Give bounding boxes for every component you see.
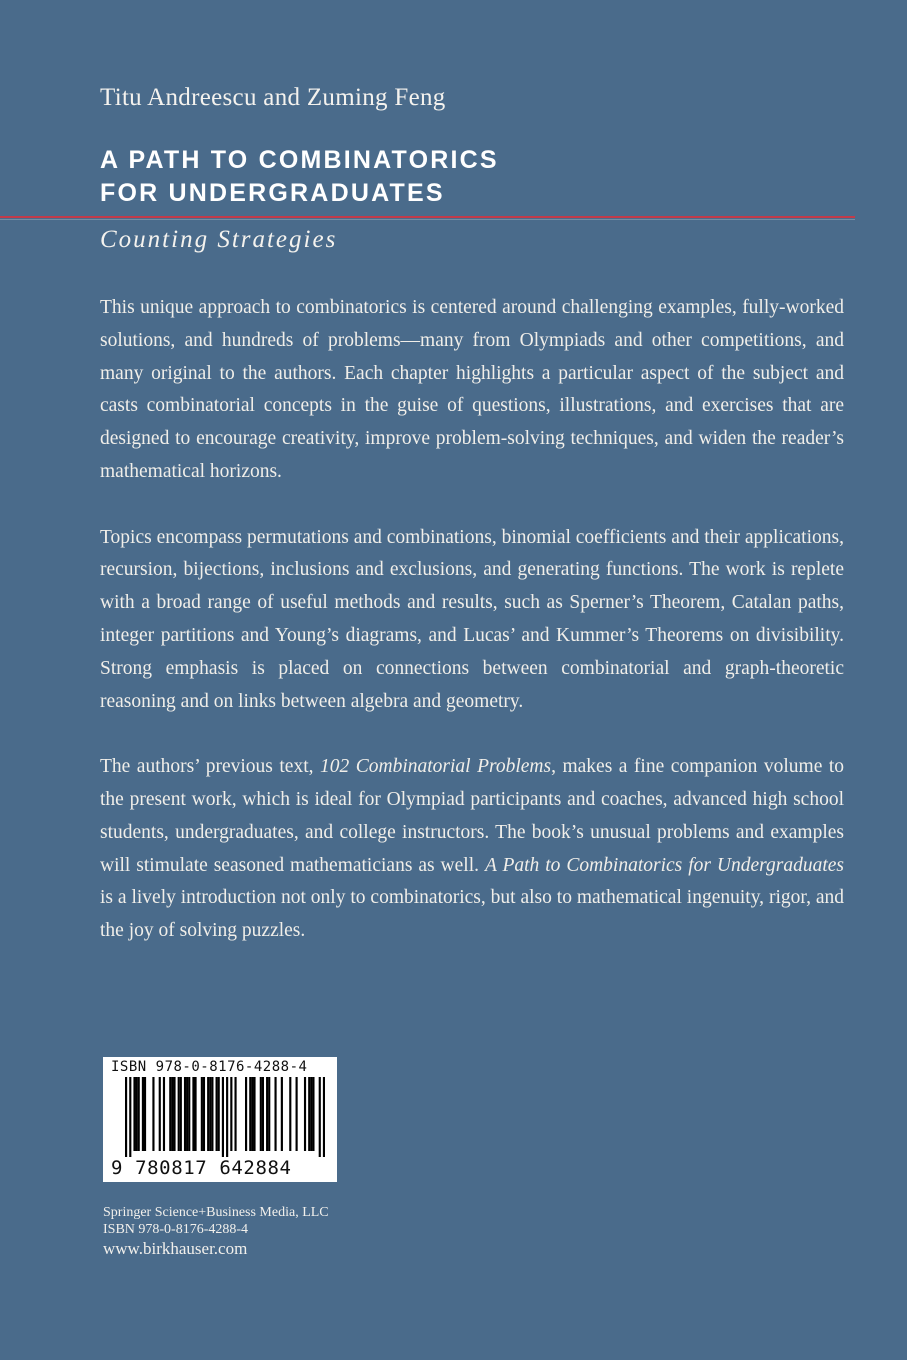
barcode-bar (266, 1077, 268, 1151)
barcode-bar (308, 1077, 310, 1151)
barcode-bar (234, 1077, 236, 1151)
barcode-bar (310, 1077, 312, 1151)
description-paragraph-3 (100, 751, 844, 948)
barcode-bar (216, 1077, 218, 1151)
barcode-bar (201, 1077, 203, 1151)
description (100, 292, 844, 981)
barcode-bar (186, 1077, 188, 1151)
barcode-bar (169, 1077, 171, 1151)
barcode-bar (260, 1077, 262, 1151)
barcode-bar (142, 1077, 144, 1151)
publisher-info (103, 1204, 329, 1238)
barcode-bar (296, 1077, 298, 1151)
paragraph-3-text-1: The authors’ previous text, (100, 756, 320, 778)
publisher-name: Springer Science+Business Media, LLC (103, 1205, 329, 1220)
barcode-bar (249, 1077, 251, 1151)
authors: Titu Andreescu and Zuming Feng (100, 84, 446, 111)
barcode-bar (138, 1077, 140, 1151)
barcode-bar (312, 1077, 314, 1151)
publisher-isbn: ISBN 978-0-8176-4288-4 (103, 1222, 249, 1237)
barcode-bar (163, 1077, 165, 1151)
barcode-bar (262, 1077, 264, 1151)
barcode-bar (173, 1077, 175, 1151)
barcode-bar (289, 1077, 291, 1151)
barcode-digits: 9 780817 642884 (111, 1157, 292, 1179)
barcode-bar (180, 1077, 182, 1151)
barcode-bar (194, 1077, 196, 1151)
book-title (100, 144, 499, 210)
barcode-bar (178, 1077, 180, 1151)
barcode-bar (136, 1077, 138, 1151)
barcode-bar (133, 1077, 135, 1151)
book-title-line-2: FOR UNDERGRADUATES (100, 179, 445, 207)
barcode-bar (188, 1077, 190, 1151)
barcode-bar (211, 1077, 213, 1151)
barcode-isbn-label: ISBN 978-0-8176-4288-4 (111, 1059, 308, 1075)
barcode-bar (222, 1077, 224, 1157)
barcode-bar (125, 1077, 127, 1157)
barcode-bar (323, 1077, 325, 1157)
barcode-bar (253, 1077, 255, 1151)
barcode-bar (184, 1077, 186, 1151)
barcode-bar (207, 1077, 209, 1151)
barcode-bar (192, 1077, 194, 1151)
book-title-reference: A Path to Combinatorics for Undergraduates (484, 854, 844, 876)
barcode-bar (251, 1077, 253, 1151)
book-title-line-1: A PATH TO COMBINATORICS (100, 146, 499, 174)
title-rule-red (0, 216, 855, 218)
barcode-bar (152, 1077, 154, 1151)
barcode-bar (129, 1077, 131, 1157)
barcode-bar (144, 1077, 146, 1151)
publisher-website: www.birkhauser.com (103, 1239, 248, 1258)
description-paragraph-1: This unique approach to combinatorics is centered around challenging examples, fully-worked solutions, and hundreds of problems—many from Olympiads and other competitions, and many original to the authors. Each chapter highlights a particular aspect of the subject and casts combinatorial concepts in the guise of questions, illustrations, and exercises that are designed to encourage creativity, improve problem-solving techniques, and widen the reader’s mathematical horizons. (100, 297, 844, 482)
barcode-bar (226, 1077, 228, 1157)
barcode-bar (304, 1077, 306, 1151)
title-rule-gray (0, 219, 855, 220)
barcode-bar (218, 1077, 220, 1151)
barcode-bar (274, 1077, 276, 1151)
barcode-bar (245, 1077, 247, 1151)
barcode-bar (230, 1077, 232, 1151)
barcode-bar (268, 1077, 270, 1151)
paragraph-3-text-2: , makes a fine companion volume to the present work, which is ideal for Olympiad participants and coaches, advanced high school students, undergraduates, and college instructors. The book’s unusual problems and examples will stimulate seasoned mathematicians as well. (100, 756, 845, 876)
description-paragraph-2: Topics encompass permutations and combinations, binomial coefficients and their applications, recursion, bijections, inclusions and exclusions, and generating functions. The work is replete with a broad range of useful methods and results, such as Sperner’s Theorem, Catalan paths, integer partitions and Young’s diagrams, and Lucas’ and Kummer’s Theorems on divisibility. Strong emphasis is placed on connections between combinatorial and graph-theoretic reasoning and on links between algebra and geometry. (100, 526, 844, 712)
barcode-bar (203, 1077, 205, 1151)
book-subtitle: Counting Strategies (100, 226, 338, 253)
barcode-bar (209, 1077, 211, 1151)
companion-book-title: 102 Combinatorial Problems (320, 756, 552, 778)
paragraph-3-text-3: is a lively introduction not only to combinatorics, but also to mathematical ingenuity, rigor, and the joy of solving puzzles. (100, 887, 844, 942)
isbn-barcode (103, 1057, 337, 1182)
barcode-bars (125, 1077, 325, 1157)
barcode-bar (171, 1077, 173, 1151)
barcode-bar (319, 1077, 321, 1157)
barcode-bar (281, 1077, 283, 1151)
barcode-bar (159, 1077, 161, 1151)
